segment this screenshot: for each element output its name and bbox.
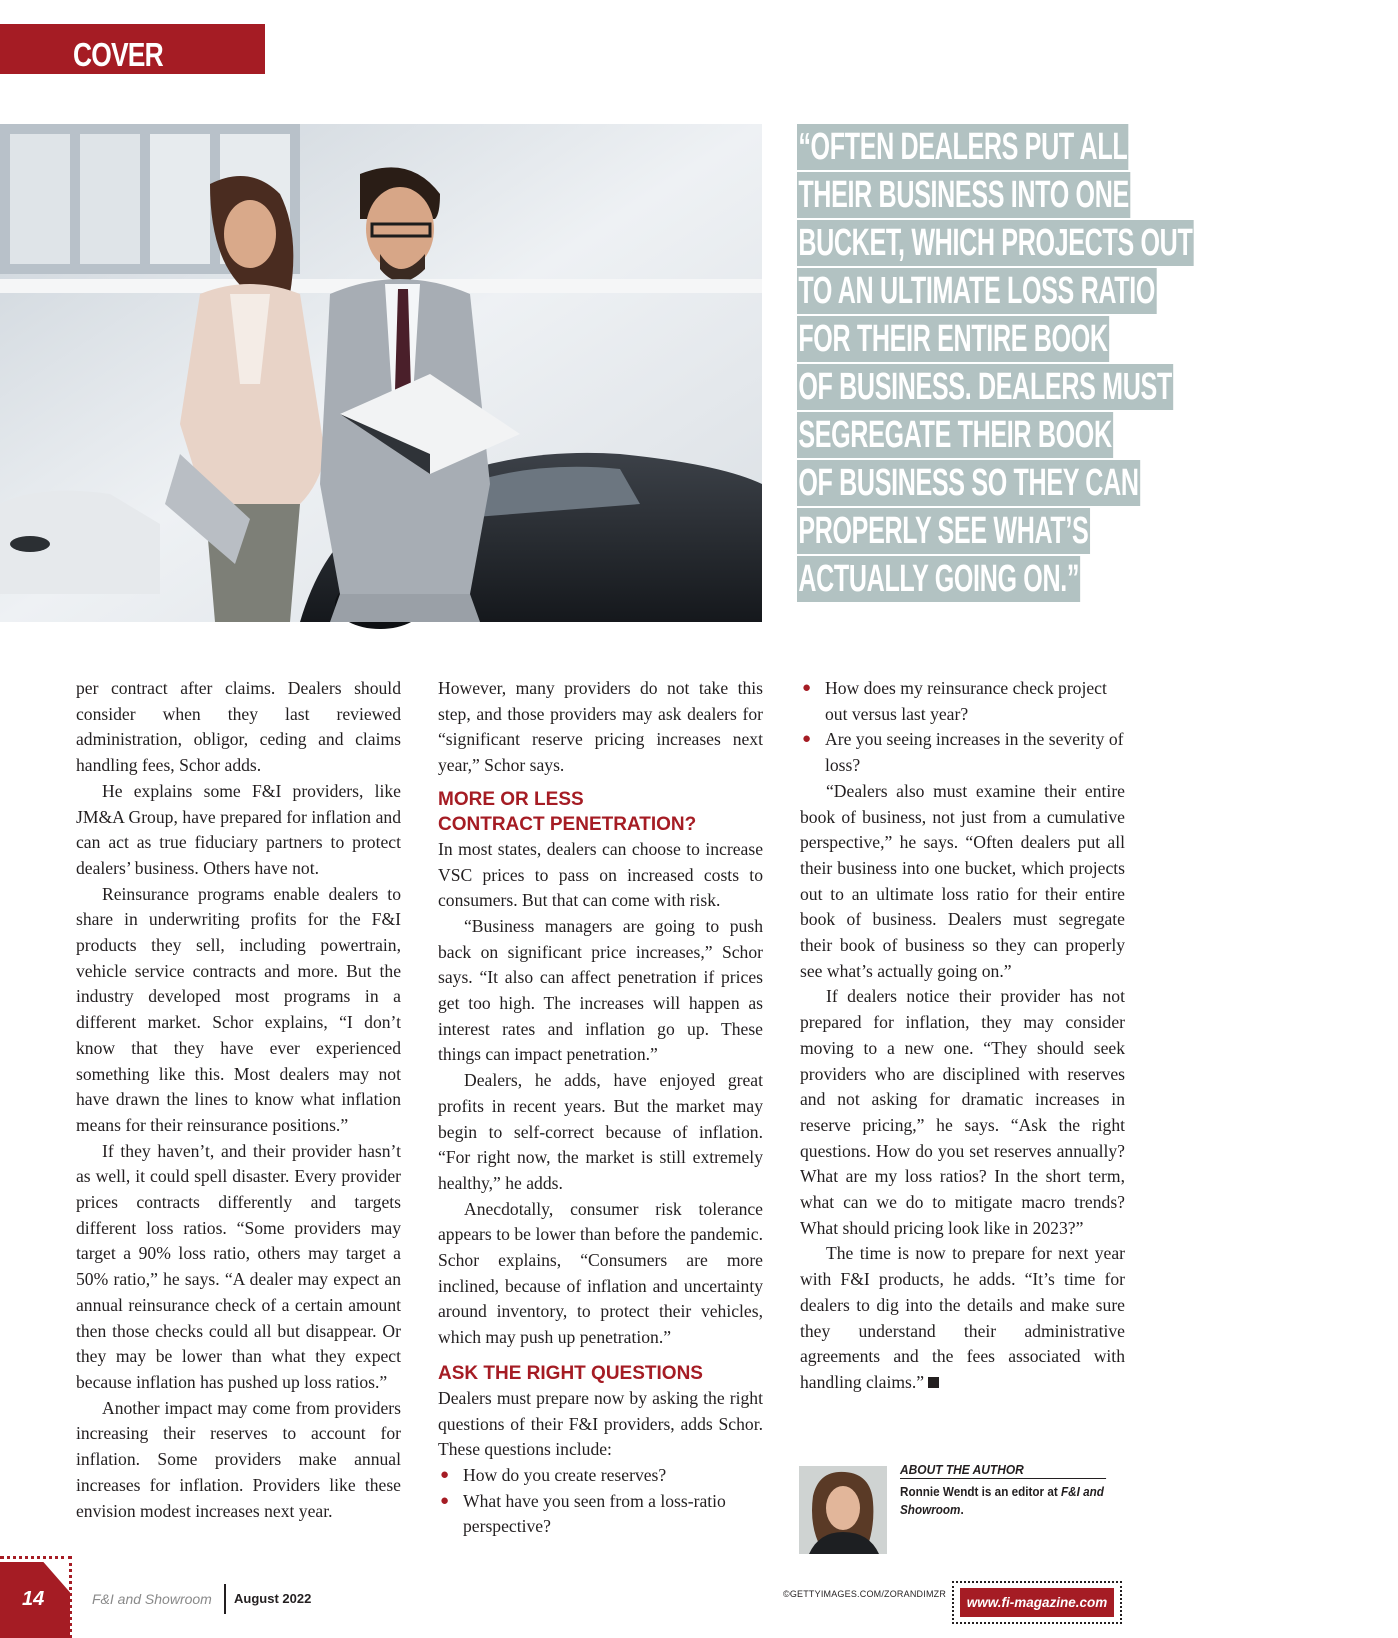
website-link[interactable]: www.fi-magazine.com [960, 1588, 1114, 1617]
pull-quote-line: OF BUSINESS SO THEY CAN [798, 462, 1139, 504]
pull-quote-line: BUCKET, WHICH PROJECTS OUT [798, 222, 1193, 264]
end-of-article-mark-icon [928, 1377, 939, 1388]
pull-quote-line: “OFTEN DEALERS PUT ALL [798, 126, 1128, 168]
list-item: ● Are you seeing increases in the severity of loss? [802, 729, 1124, 776]
section-label: COVER STORY [73, 36, 163, 106]
website-box[interactable] [952, 1581, 1122, 1624]
question-list [438, 1463, 763, 1540]
footer-divider [224, 1584, 226, 1614]
body-paragraph: In most states, dealers can choose to increase VSC prices to pass on increased costs to consumers. But that can come with risk. [438, 838, 763, 911]
body-paragraph: Reinsurance programs enable dealers to share in underwriting profits for the F&I products they sell, including powertrain, vehicle service contracts and more. But the industry developed most programs in a different market. Schor explains, “I don’t know that they have ever experienced something like this. Most dealers may not have drawn the lines to know what inflation means for their reinsurance positions.” [76, 883, 401, 1135]
body-paragraph: Anecdotally, consumer risk tolerance appears to be lower than before the pandemic. Schor explains, “Consumers are more inclined, because of inflation and uncertainty around inventory, to protect their vehicles, which may push up penetration.” [438, 1198, 763, 1348]
body-paragraph: per contract after claims. Dealers should consider when they last reviewed administration, obligor, ceding and claims handling fees, Schor adds. [76, 678, 401, 776]
article-column-3 [800, 676, 1125, 1396]
hero-photo [0, 124, 762, 622]
body-paragraph: He explains some F&I providers, like JM&A Group, have prepared for inflation and can act as true fiduciary partners to protect dealers’ business. Others have not. [76, 780, 401, 878]
body-paragraph: However, many providers do not take this step, and those providers may ask dealers for “significant reserve pricing increases next year,” Schor says. [438, 678, 763, 776]
bullet-icon: ● [802, 680, 812, 696]
pull-quote-line: OF BUSINESS. DEALERS MUST [798, 366, 1172, 408]
author-photo [799, 1466, 887, 1554]
footer-publication: F&I and Showroom [92, 1591, 212, 1607]
article-column-2 [438, 676, 763, 1540]
list-item: ● How do you create reserves? [438, 1463, 763, 1489]
pull-quote-line: THEIR BUSINESS INTO ONE [798, 174, 1129, 216]
body-paragraph: Dealers, he adds, have enjoyed great profits in recent years. But the market may begin to self-correct because of inflation. “For right now, the market is still extremely healthy,” he adds. [438, 1070, 763, 1193]
author-bio: Ronnie Wendt is an editor at F&I and Showroom. [900, 1484, 1104, 1517]
list-item: ● What have you seen from a loss-ratio perspective? [440, 1490, 726, 1537]
about-the-author [900, 1462, 1124, 1519]
bullet-icon: ● [440, 1466, 450, 1483]
article-column-1 [76, 676, 401, 1524]
pull-quote-line: FOR THEIR ENTIRE BOOK [798, 318, 1108, 360]
author-portrait [799, 1466, 887, 1554]
body-paragraph: If dealers notice their provider has not prepared for inflation, they may consider moving to a new one. “They should seek providers who are disciplined with reserves and not asking for dramatic increases in reserve pricing,” he says. “Ask the right questions. How do you set reserves annually? What are my loss ratios? In the short term, what can we do to mitigate macro trends? What should pricing look like in 2023?” [800, 986, 1125, 1238]
bullet-icon: ● [440, 1492, 450, 1509]
author-heading: ABOUT THE AUTHOR [900, 1462, 1106, 1479]
section-banner [0, 24, 265, 106]
subheading-ask-questions: ASK THE RIGHT QUESTIONS [438, 1362, 703, 1384]
body-paragraph: If they haven’t, and their provider hasn’t as well, it could spell disaster. Every provider prices contracts differently and targets different loss ratios. “Some providers may target a 90% loss ratio, others may target a 50% ratio,” he says. “A dealer may expect an annual reinsurance check of a certain amount then those checks could all but disappear. Or they may be lower than what they expect because inflation has pushed up loss ratios.” [76, 1140, 401, 1392]
pull-quote-line: SEGREGATE THEIR BOOK [798, 414, 1112, 456]
pull-quote-line: TO AN ULTIMATE LOSS RATIO [798, 270, 1156, 312]
photo-credit: ©GETTYIMAGES.COM/ZORANDIMZR [783, 1589, 947, 1599]
body-paragraph: The time is now to prepare for next year with F&I products, he adds. “It’s time for dealers to dig into the details and make sure they understand their administrative agreements and the fees associated with handling claims.” [800, 1243, 1125, 1392]
list-item: ● How does my reinsurance check project out versus last year? [802, 678, 1107, 724]
page-number: 14 [22, 1588, 45, 1610]
hero-photo-illustration [0, 124, 762, 622]
footer-date: August 2022 [234, 1591, 312, 1606]
body-paragraph: Dealers must prepare now by asking the right questions of their F&I providers, adds Schor. These questions include: [438, 1387, 763, 1460]
body-paragraph: “Dealers also must examine their entire book of business, not just from a cumulative perspective,” he says. “Often dealers put all their business into one bucket, which projects out to an ultimate loss ratio for their entire book of business. Dealers must segregate their book of business so they can properly see what’s actually going on.” [800, 780, 1125, 981]
pull-quote [797, 124, 1193, 604]
subheading-contract-penetration: MORE OR LESS CONTRACT PENETRATION? [438, 788, 697, 835]
body-paragraph: Another impact may come from providers increasing their reserves to account for inflation. Some providers make annual increases for inflation. Providers like these envision modest increases next year. [76, 1397, 401, 1521]
question-list [800, 676, 1125, 779]
pull-quote-line: ACTUALLY GOING ON.” [798, 558, 1080, 600]
bullet-icon: ● [802, 731, 812, 748]
body-paragraph: “Business managers are going to push back on significant price increases,” Schor says. “It also can affect penetration if prices get too high. The increases will happen as interest rates and inflation go up. These things can impact penetration.” [438, 915, 763, 1065]
pull-quote-line: PROPERLY SEE WHAT’S [798, 510, 1089, 552]
